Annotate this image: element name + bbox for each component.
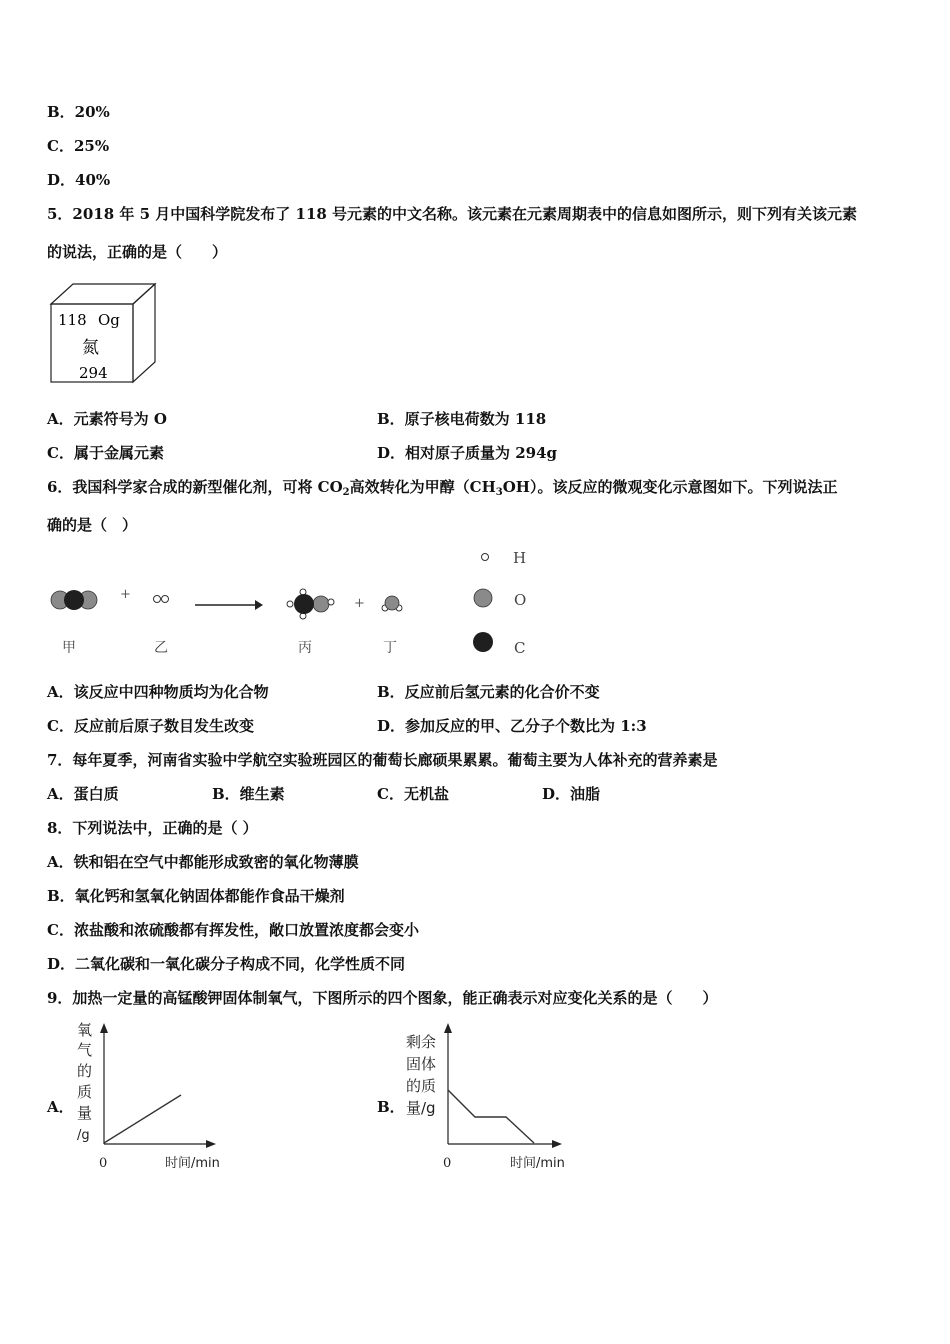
plus-sign-2: + (354, 596, 365, 611)
q7-option-c: C．无机盐 (377, 785, 449, 803)
q5-option-c: C．属于金属元素 (47, 444, 164, 462)
graph-a-ylabel-6: /g (77, 1128, 90, 1143)
reaction-micro-diagram (40, 540, 600, 670)
label-bing: 丙 (298, 640, 312, 656)
graph-a-ylabel-5: 量 (77, 1104, 93, 1122)
graph-a-ylabel-2: 气 (77, 1041, 93, 1059)
q5-option-b: B．原子核电荷数为 118 (377, 410, 547, 428)
element-chinese-name: 氮 (82, 338, 99, 358)
graph-b-ylabel-4: 量/g (406, 1099, 436, 1117)
q6-stem-line2: 确的是（ ） (47, 516, 138, 534)
graph-b-ylabel-2: 固体 (406, 1055, 437, 1073)
q4-option-d: D．40% (47, 171, 111, 189)
q9-stem: 9．加热一定量的高锰酸钾固体制氧气，下图所示的四个图象，能正确表示对应变化关系的是（ ） (47, 989, 718, 1007)
q9-graph-b (400, 1015, 580, 1180)
q6-option-b: B．反应前后氢元素的化合价不变 (377, 683, 600, 701)
q7-stem: 7．每年夏季，河南省实验中学航空实验班园区的葡萄长廊硕果累累。葡萄主要为人体补充的营养素是 (47, 751, 718, 769)
element-card-figure (48, 282, 158, 386)
q9-graph-a-label: A． (47, 1098, 74, 1116)
element-symbol: Og (98, 311, 120, 329)
q4-option-b: B．20% (47, 103, 110, 121)
plus-sign-1: + (120, 587, 131, 602)
q5-option-d: D．相对原子质量为 294g (377, 444, 558, 462)
q5-stem-line1: 5．2018 年 5 月中国科学院发布了 118 号元素的中文名称。该元素在元素周期表中的信息如图所示，则下列有关该元素 (47, 205, 858, 223)
q8-option-b: B．氧化钙和氢氧化钠固体都能作食品干燥剂 (47, 887, 345, 905)
element-number: 118 (58, 311, 87, 329)
atom-legend (473, 549, 526, 657)
q7-option-d: D．油脂 (542, 785, 601, 803)
q6-option-c: C．反应前后原子数目发生改变 (47, 717, 254, 735)
q6-stem-line1: 6．我国科学家合成的新型催化剂，可将 $CO_2$高效转化为甲醇$(CH_3OH)$。该反应的微观变化示意图如下。下列说法正 (47, 478, 838, 498)
graph-a-ylabel-1: 氧 (77, 1021, 93, 1039)
graph-a-ylabel-4: 质 (77, 1083, 93, 1101)
graph-b-ylabel-1: 剩余 (406, 1033, 437, 1051)
graph-b-xlabel: 时间/min (510, 1156, 565, 1171)
legend-o: O (514, 591, 527, 609)
q9-graph-b-label: B． (377, 1098, 405, 1116)
reaction-arrow (195, 600, 263, 610)
molecule-yi (154, 596, 169, 603)
q5-option-a: A．元素符号为 O (47, 410, 167, 428)
molecule-bing (287, 589, 334, 619)
q8-option-d: D．二氧化碳和一氧化碳分子构成不同，化学性质不同 (47, 955, 406, 973)
graph-a-line (104, 1095, 181, 1143)
graph-a-xlabel: 时间/min (165, 1156, 220, 1171)
q6-option-a: A．该反应中四种物质均为化合物 (47, 683, 269, 701)
graph-a-ylabel-3: 的 (77, 1062, 93, 1080)
graph-b-line (448, 1090, 534, 1143)
q5-stem-line2: 的说法，正确的是（ ） (47, 243, 228, 261)
label-yi: 乙 (154, 640, 168, 656)
q6-option-d: D．参加反应的甲、乙分子个数比为 1:3 (377, 717, 647, 735)
q4-option-c: C．25% (47, 137, 110, 155)
q7-option-b: B．维生素 (212, 785, 285, 803)
legend-h: H (513, 549, 527, 567)
graph-b-ylabel-3: 的质 (406, 1077, 437, 1095)
molecule-jia (51, 590, 97, 610)
graph-b-origin: 0 (443, 1156, 452, 1171)
q8-option-c: C．浓盐酸和浓硫酸都有挥发性，敞口放置浓度都会变小 (47, 921, 419, 939)
q9-graph-a (70, 1015, 240, 1180)
element-mass: 294 (79, 364, 108, 382)
q8-stem: 8．下列说法中，正确的是（ ） (47, 819, 258, 837)
graph-a-origin: 0 (99, 1156, 108, 1171)
molecule-ding (382, 596, 402, 611)
label-jia: 甲 (62, 640, 76, 656)
label-ding: 丁 (383, 640, 397, 656)
q8-option-a: A．铁和铝在空气中都能形成致密的氧化物薄膜 (47, 853, 359, 871)
legend-c: C (514, 639, 526, 657)
q7-option-a: A．蛋白质 (47, 785, 119, 803)
